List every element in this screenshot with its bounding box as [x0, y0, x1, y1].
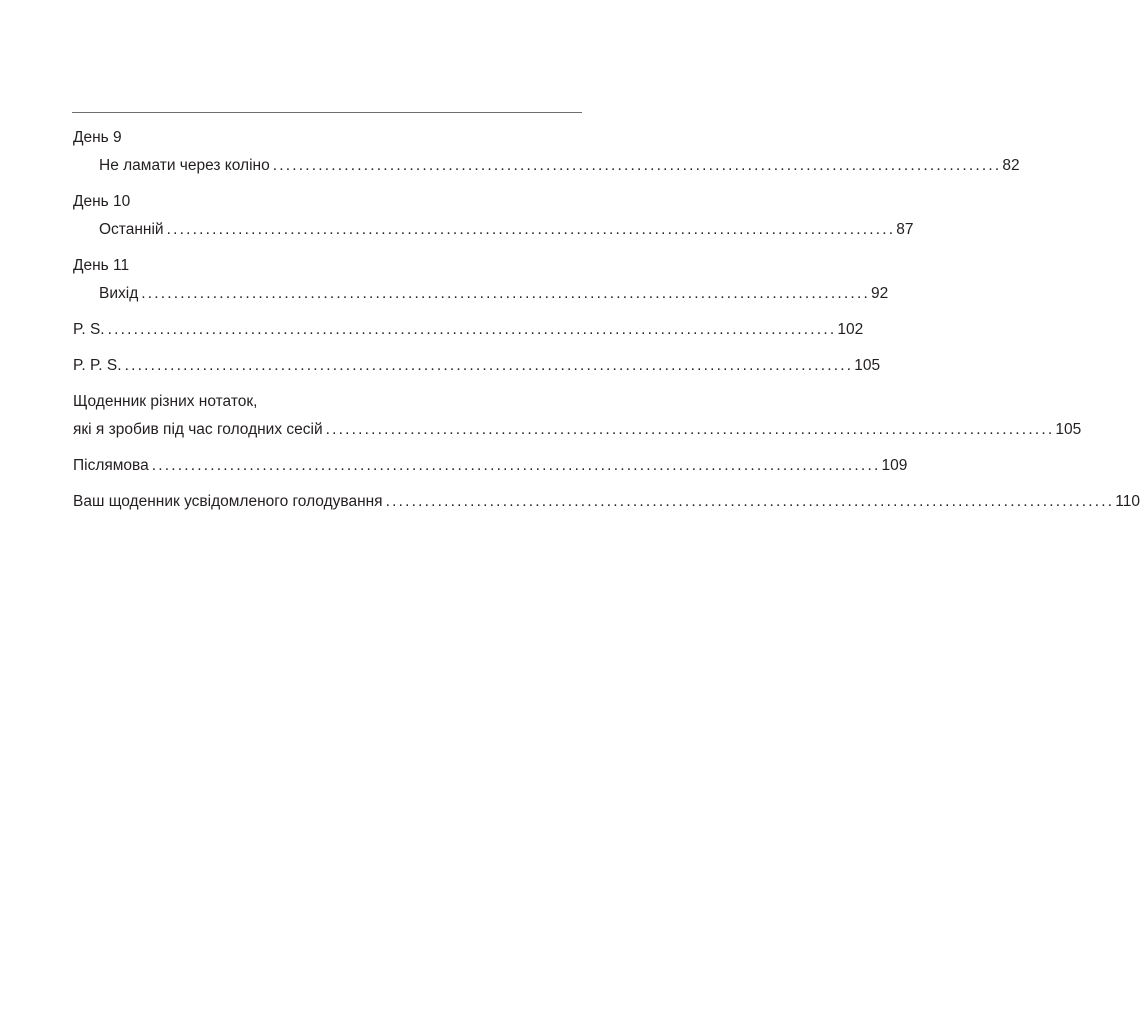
dot-leader: ................................................................................................................ — [272, 157, 1002, 174]
toc-heading-text: День 11 — [73, 257, 130, 274]
dot-leader: ................................................................................................................ — [124, 357, 854, 374]
toc-entry-page: 105 — [1055, 421, 1082, 438]
toc-entry-page: 82 — [1002, 157, 1020, 174]
toc-entry-page: 105 — [854, 357, 881, 374]
toc-entry-notes-line-1 — [73, 392, 582, 420]
toc-entry-title: Не ламати через коліно — [99, 157, 270, 174]
dot-leader: ................................................................................................................ — [166, 221, 896, 238]
toc-entry-title: Вихід — [99, 285, 139, 302]
toc-heading-day-9 — [73, 128, 582, 156]
toc-entry-page: 92 — [870, 285, 889, 302]
toc-entry-title: Післямова — [73, 457, 149, 474]
toc-heading-day-10 — [73, 192, 582, 220]
toc-heading-day-11 — [73, 256, 582, 284]
toc-entry-title: P. P. S. — [73, 357, 122, 374]
dot-leader: ................................................................................................................ — [107, 321, 837, 338]
toc-entry-journal — [73, 492, 1140, 520]
toc-heading-text: День 9 — [73, 129, 122, 146]
top-rule — [72, 112, 582, 113]
toc-entry-title: P. S. — [73, 321, 105, 338]
dot-leader: ................................................................................................................ — [151, 457, 881, 474]
toc-entry-title: Останній — [99, 221, 164, 238]
toc-entry-pps — [73, 356, 881, 384]
toc-entry-page: 109 — [881, 457, 908, 474]
toc-entry-day-11 — [73, 284, 889, 312]
toc-heading-text: День 10 — [73, 193, 131, 210]
dot-leader: ................................................................................................................ — [325, 421, 1055, 438]
toc-entry-day-10 — [73, 220, 914, 248]
table-of-contents — [73, 128, 1140, 520]
toc-entry-ps — [73, 320, 864, 348]
toc-entry-page: 102 — [837, 321, 864, 338]
dot-leader: ................................................................................................................ — [141, 285, 870, 302]
toc-entry-title: Ваш щоденник усвідомленого голодування — [73, 493, 383, 510]
dot-leader: ................................................................................................................ — [385, 493, 1115, 510]
toc-entry-page: 110 — [1115, 493, 1140, 510]
toc-entry-day-9 — [73, 156, 1020, 184]
toc-entry-title: Щоденник різних нотаток, — [73, 393, 258, 410]
toc-entry-notes — [73, 420, 1082, 448]
toc-entry-title: які я зробив під час голодних сесій — [73, 421, 323, 438]
toc-entry-page: 87 — [896, 221, 914, 238]
toc-entry-afterword — [73, 456, 908, 484]
